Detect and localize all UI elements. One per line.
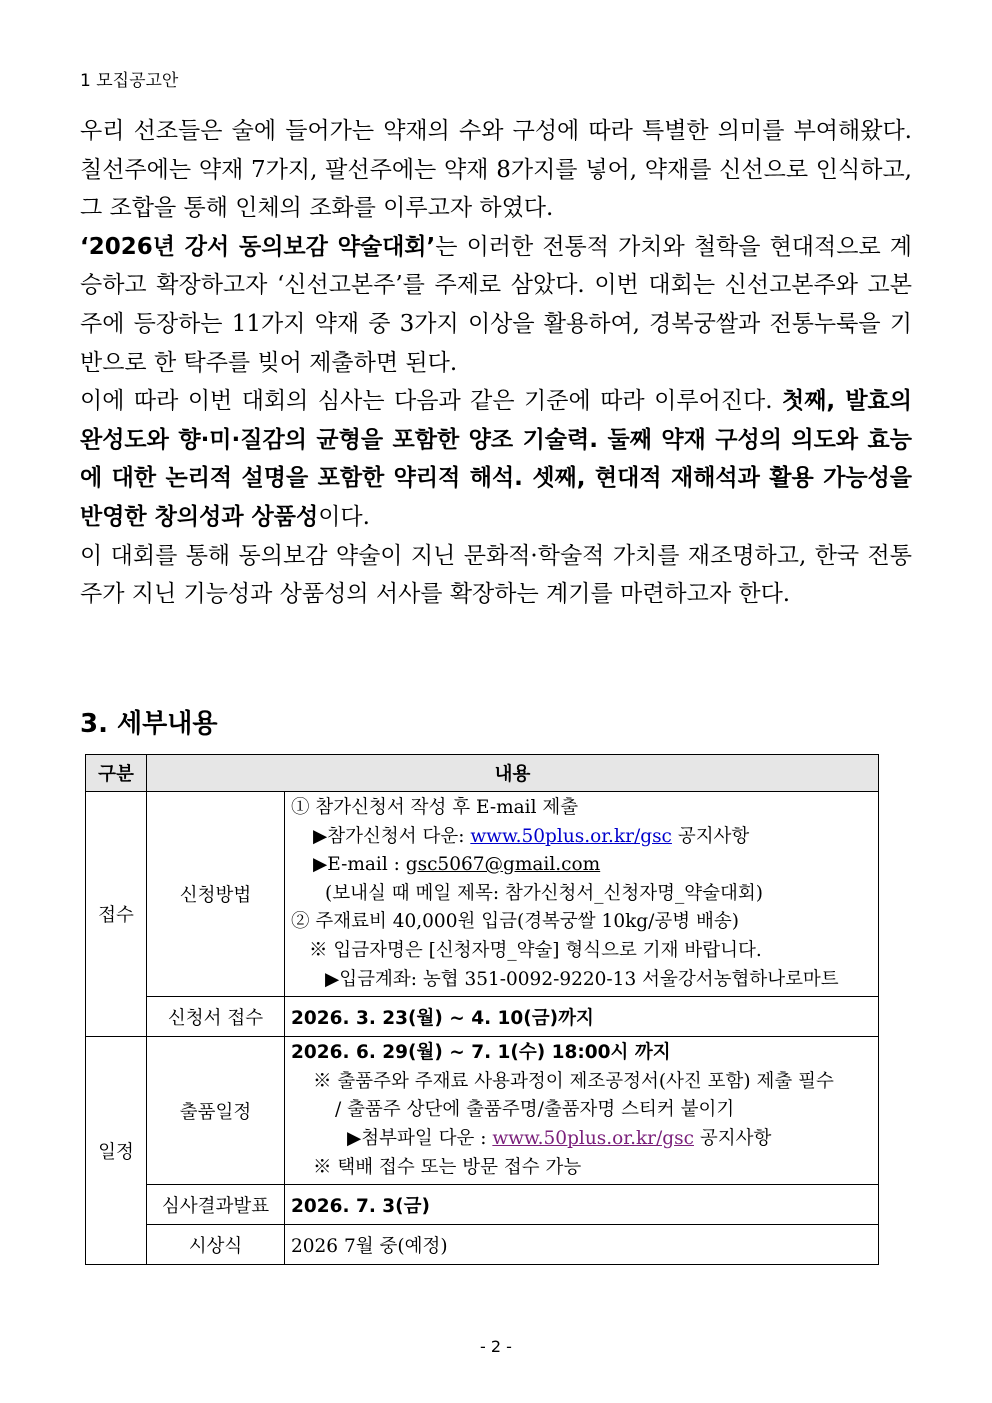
judging-criteria: 첫째, 발효의 완성도와 향·미·질감의 균형을 포함한 양조 기술력. 둘째 약재 구성의 의도와 효능에 대한 논리적 설명을 포함한 약리적 해석. 셋째, 현대적 재해석과 활용 가능성을 반영한 창의성과 상품성	[80, 388, 912, 530]
intro-paragraph-4: 이 대회를 통해 동의보감 약술이 지닌 문화적·학술적 가치를 재조명하고, 한국 전통주가 지닌 기능성과 상품성의 서사를 확장하는 계기를 마련하고자 한다.	[80, 542, 912, 608]
attachment-link[interactable]: www.50plus.or.kr/gsc	[492, 1127, 694, 1149]
apply-method-content	[285, 792, 879, 997]
row-label-submission: 출품일정	[147, 1037, 285, 1185]
apply-form-link[interactable]: www.50plus.or.kr/gsc	[470, 825, 672, 847]
intro-paragraph-2-rest: 는 이러한 전통적 가치와 철학을 현대적으로 계승하고 확장하고자 ‘신선고본주’를 주제로 삼았다. 이번 대회는 신선고본주와 고본주에 등장하는 11가지 약재 중 3가지 이상을 활용하여, 경복궁쌀과 전통누룩을 기반으로 한 탁주를 빚어 제출하면 된다.	[80, 233, 912, 376]
apply-line	[291, 851, 878, 880]
table-row	[86, 1225, 879, 1265]
submission-line	[291, 1125, 878, 1154]
section-title: 3. 세부내용	[80, 709, 218, 739]
ceremony-date: 2026 7월 중(예정)	[285, 1225, 879, 1265]
submission-line-text: ▶첨부파일 다운 :	[347, 1127, 493, 1149]
page-number: - 2 -	[480, 1337, 512, 1356]
details-table	[85, 754, 879, 1265]
intro-paragraph-3-post: 이다.	[318, 503, 370, 530]
row-label-receipt: 신청서 접수	[147, 997, 285, 1037]
email-link[interactable]: gsc5067@gmail.com	[405, 854, 601, 876]
receipt-period: 2026. 3. 23(월) ~ 4. 10(금)까지	[285, 997, 879, 1037]
apply-line-text: ▶참가신청서 다운:	[313, 825, 471, 847]
apply-line: ① 참가신청서 작성 후 E-mail 제출	[291, 797, 579, 818]
submission-content	[285, 1037, 879, 1185]
apply-line: (보내실 때 메일 제목: 참가신청서_신청자명_약술대회)	[325, 882, 763, 904]
intro-paragraph-3	[80, 382, 912, 536]
intro-text	[80, 112, 912, 614]
table-row	[86, 1185, 879, 1225]
row-label-result: 심사결과발표	[147, 1185, 285, 1225]
table-header-row	[86, 755, 879, 792]
table-row	[86, 792, 879, 997]
section-header: 1 모집공고안	[80, 71, 179, 91]
contest-name: ‘2026년 강서 동의보감 약술대회’	[80, 233, 436, 260]
submission-line: / 출품주 상단에 출품주명/출품자명 스티커 붙이기	[335, 1099, 735, 1121]
intro-paragraph-3-pre: 이에 따라 이번 대회의 심사는 다음과 같은 기준에 따라 이루어진다.	[80, 388, 782, 415]
apply-line: ▶입금계좌: 농협 351-0092-9220-13 서울강서농협하나로마트	[325, 968, 839, 990]
table-row	[86, 1037, 879, 1185]
submission-line: 2026. 6. 29(월) ~ 7. 1(수) 18:00시 까지	[291, 1042, 671, 1064]
header-category: 구분	[86, 755, 147, 792]
apply-line: ※ 입금자명은 [신청자명_약술] 형식으로 기재 바랍니다.	[309, 939, 762, 961]
apply-line-text: ▶E-mail :	[313, 854, 406, 876]
apply-line: ② 주재료비 40,000원 입금(경복궁쌀 10kg/공병 배송)	[291, 911, 739, 933]
row-label-ceremony: 시상식	[147, 1225, 285, 1265]
intro-paragraph-1: 우리 선조들은 술에 들어가는 약재의 수와 구성에 따라 특별한 의미를 부여해왔다. 칠선주에는 약재 7가지, 팔선주에는 약재 8가지를 넣어, 약재를 신선으로 인식하고, 그 조합을 통해 인체의 조화를 이루고자 하였다.	[80, 118, 912, 222]
header-content: 내용	[147, 755, 879, 792]
result-date: 2026. 7. 3(금)	[285, 1185, 879, 1225]
submission-line: ※ 출품주와 주재료 사용과정이 제조공정서(사진 포함) 제출 필수	[313, 1070, 834, 1092]
submission-line: ※ 택배 접수 또는 방문 접수 가능	[313, 1156, 582, 1178]
table-row	[86, 997, 879, 1037]
group-receipt: 접수	[86, 792, 147, 1037]
intro-paragraph-2	[80, 228, 912, 382]
apply-line-text: 공지사항	[671, 825, 750, 847]
group-schedule: 일정	[86, 1037, 147, 1265]
row-label-apply-method: 신청방법	[147, 792, 285, 997]
submission-line-text: 공지사항	[693, 1127, 772, 1149]
apply-line	[291, 823, 878, 852]
